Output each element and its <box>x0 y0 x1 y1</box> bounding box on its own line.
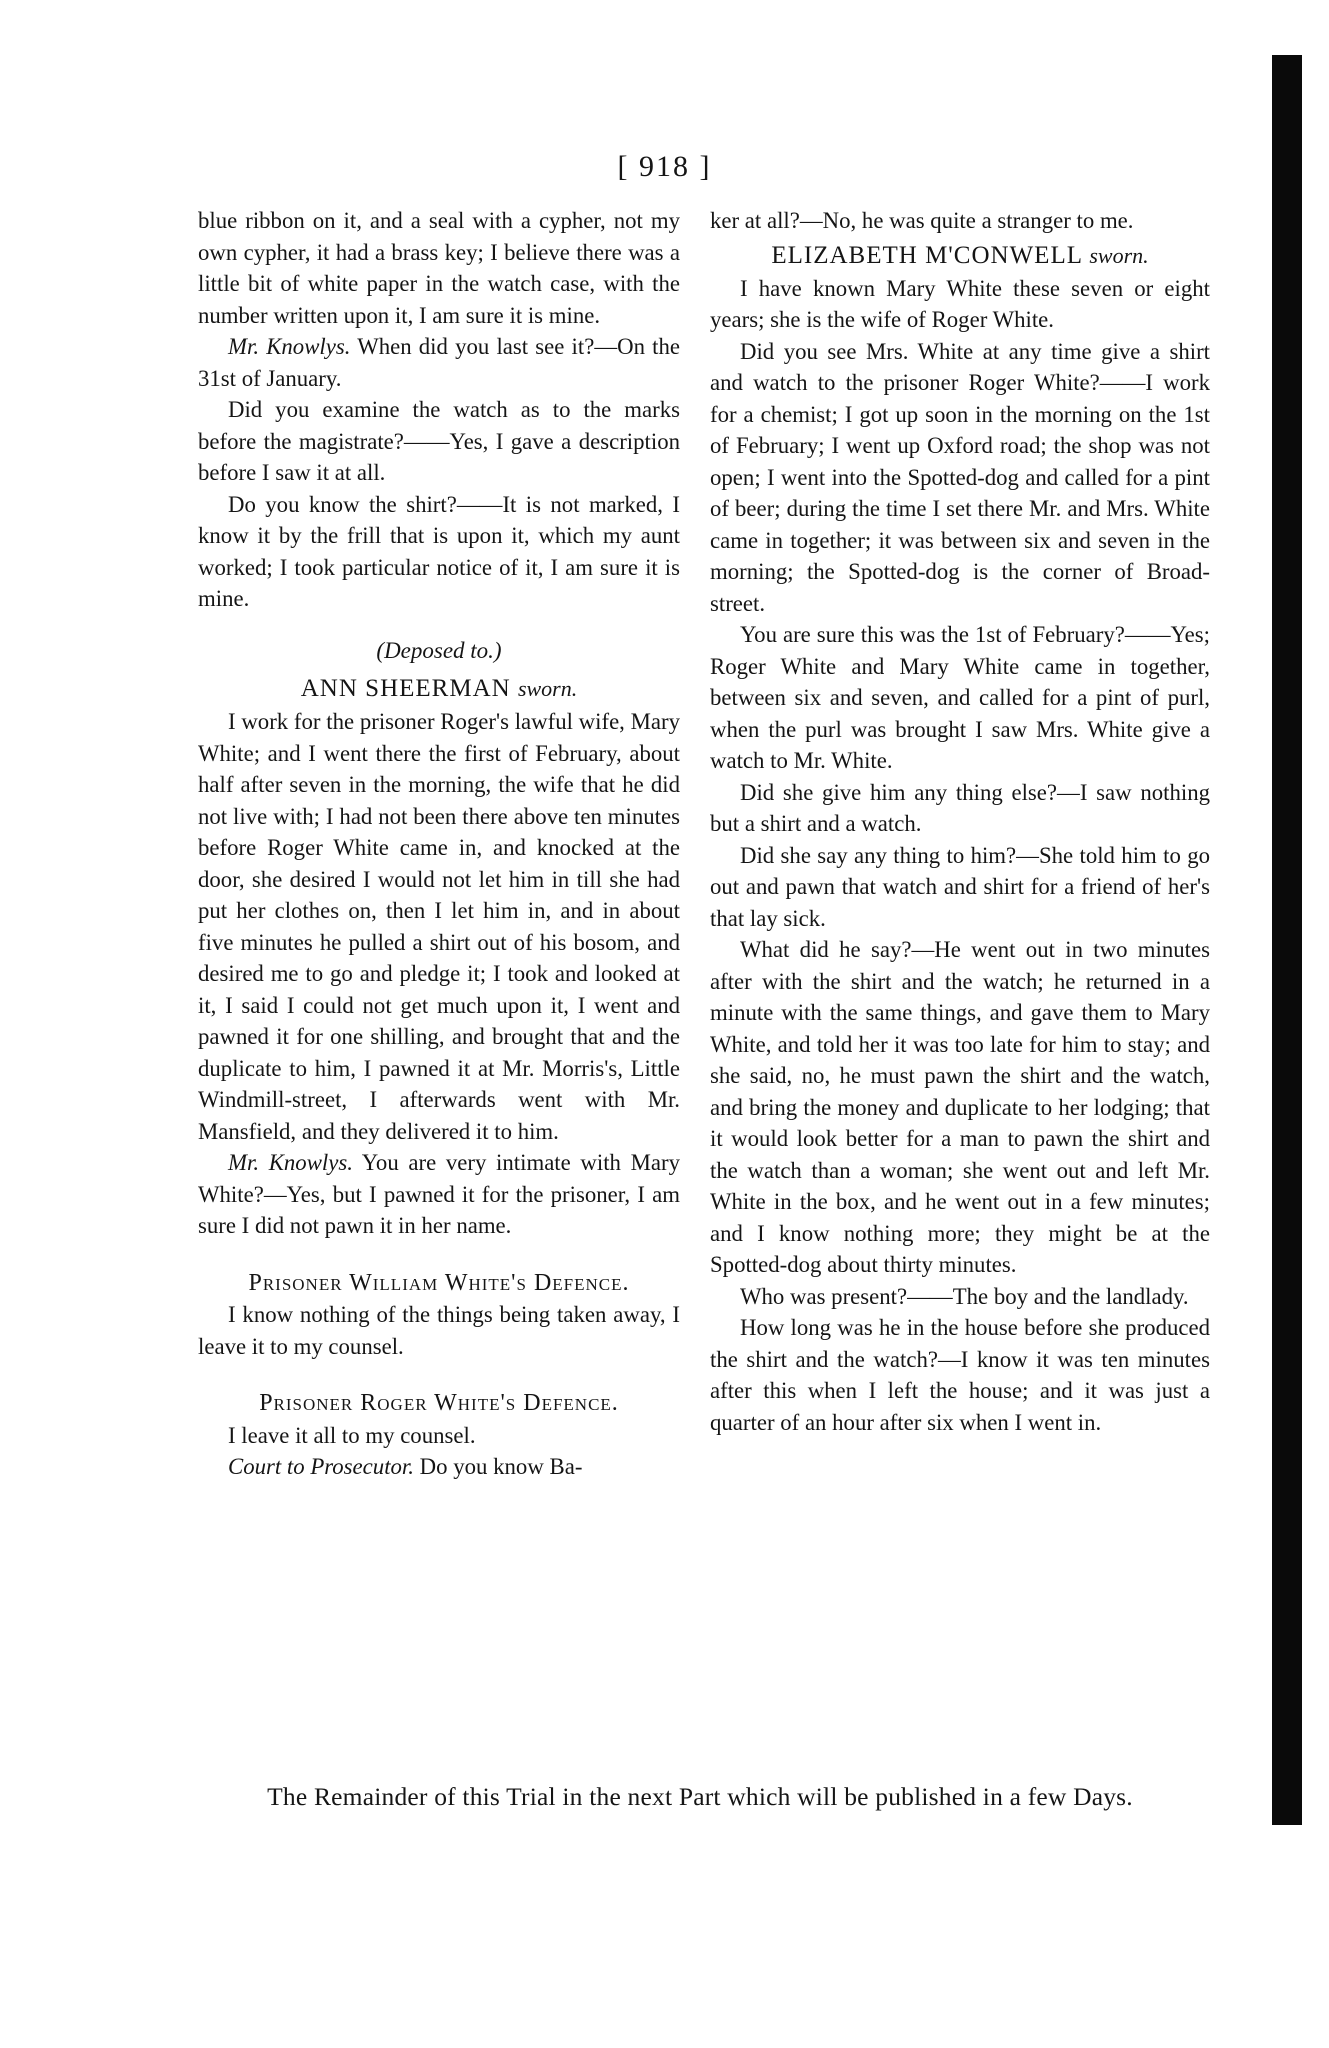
testimony-text: Do you know Ba- <box>413 1454 583 1479</box>
deposed-note: (Deposed to.) <box>376 637 502 663</box>
sworn-label: sworn. <box>517 676 578 701</box>
testimony-text: You are very intimate with Mary White?—Yes, but I pawned it for the prisoner, I am sure I did not pawn it in her name. <box>198 1150 680 1238</box>
testimony-paragraph: I leave it all to my counsel. <box>228 1422 476 1448</box>
defence-heading: Prisoner William White's Defence. <box>248 1269 630 1296</box>
testimony-paragraph <box>198 1147 680 1242</box>
testimony-paragraph: Did she give him any thing else?—I saw nothing but a shirt and a watch. <box>710 779 1210 836</box>
speaker-name: Mr. Knowlys. <box>228 1150 353 1175</box>
testimony-paragraph: You are sure this was the 1st of February?——Yes; Roger White and Mary White came in together, between six and seven, and called for a pint of purl, when the purl was brought I saw Mrs. White give a watch to Mr. White. <box>710 622 1210 773</box>
testimony-paragraph: Did you examine the watch as to the marks before the magistrate?——Yes, I gave a description before I saw it at all. <box>198 397 680 485</box>
testimony-paragraph: Did she say any thing to him?—She told him to go out and pawn that watch and shirt for a friend of her's that lay sick. <box>710 842 1210 931</box>
defence-heading: Prisoner Roger White's Defence. <box>259 1390 619 1416</box>
right-column <box>710 205 1210 1438</box>
page-number: [ 918 ] <box>617 150 712 183</box>
testimony-paragraph: Did you see Mrs. White at any time give a shirt and watch to the prisoner Roger White?——I work for a chemist; I got up soon in the morning on the 1st of February; I went up Oxford road; the shop was not open; I went into the Spotted-dog and called for a pint of beer; during the time I set there Mr. and Mrs. White came in together; it was between six and seven in the morning; the Spotted-dog is the corner of Broad-street. <box>710 338 1210 616</box>
testimony-paragraph <box>198 1451 680 1483</box>
continuation-note: The Remainder of this Trial in the next Part which will be published in a few Days. <box>267 1782 1133 1811</box>
testimony-paragraph: Who was present?——The boy and the landlady. <box>740 1283 1189 1309</box>
testimony-paragraph <box>198 331 680 394</box>
speaker-name: Mr. Knowlys. <box>228 334 351 359</box>
witness-heading <box>198 672 680 706</box>
witness-heading <box>710 239 1210 273</box>
testimony-paragraph: blue ribbon on it, and a seal with a cypher, not my own cypher, it had a brass key; I believe there was a little bit of white paper in the watch case, with the number written upon it, I am sure it is mine. <box>198 208 680 328</box>
testimony-paragraph: Do you know the shirt?——It is not marked, I know it by the frill that is upon it, which my aunt worked; I took particular notice of it, I am sure it is mine. <box>198 491 680 611</box>
sworn-label: sworn. <box>1089 242 1149 268</box>
witness-name: ANN SHEERMAN <box>300 675 511 702</box>
testimony-paragraph: ker at all?—No, he was quite a stranger to me. <box>710 208 1134 233</box>
testimony-paragraph: I work for the prisoner Roger's lawful wife, Mary White; and I went there the first of February, about half after seven in the morning, the wife that he did not live with; I had not been there above ten minutes before Roger White came in, and knocked at the door, she desired I would not let him in till she had put her clothes on, then I let him in, and in about five minutes he pulled a shirt out of his bosom, and desired me to go and pledge it; I took and looked at it, I said I could not get much upon it, I went and pawned it for one shilling, and brought that and the duplicate to him, I pawned it at Mr. Morris's, Little Windmill-street, I afterwards went with Mr. Mansfield, and they delivered it to him. <box>198 709 680 1144</box>
testimony-paragraph: What did he say?—He went out in two minutes after with the shirt and the watch; he returned in a minute with the same things, and gave them to Mary White, and told her it was too late for him to stay; and she said, no, he must pawn the shirt and the watch, and bring the money and duplicate to her lodging; that it would look better for a man to pawn the shirt and the watch than a woman; she went out and left Mr. White in the box, and he went out in a few minutes; and I know nothing more; they might be at the Spotted-dog about thirty minutes. <box>710 937 1210 1277</box>
testimony-text: When did you last see it?—On the 31st of January. <box>198 334 680 391</box>
testimony-paragraph: How long was he in the house before she produced the shirt and the watch?—I know it was ten minutes after this when I left the house; and it was just a quarter of an hour after six when I went in. <box>710 1315 1210 1435</box>
left-column <box>198 205 680 1483</box>
page-edge-shadow <box>1272 55 1302 1825</box>
testimony-paragraph: I have known Mary White these seven or eight years; she is the wife of Roger White. <box>710 275 1210 332</box>
witness-name: ELIZABETH M'CONWELL <box>771 241 1083 269</box>
speaker-name: Court to Prosecutor. <box>228 1454 414 1479</box>
testimony-paragraph: I know nothing of the things being taken away, I leave it to my counsel. <box>198 1302 680 1359</box>
